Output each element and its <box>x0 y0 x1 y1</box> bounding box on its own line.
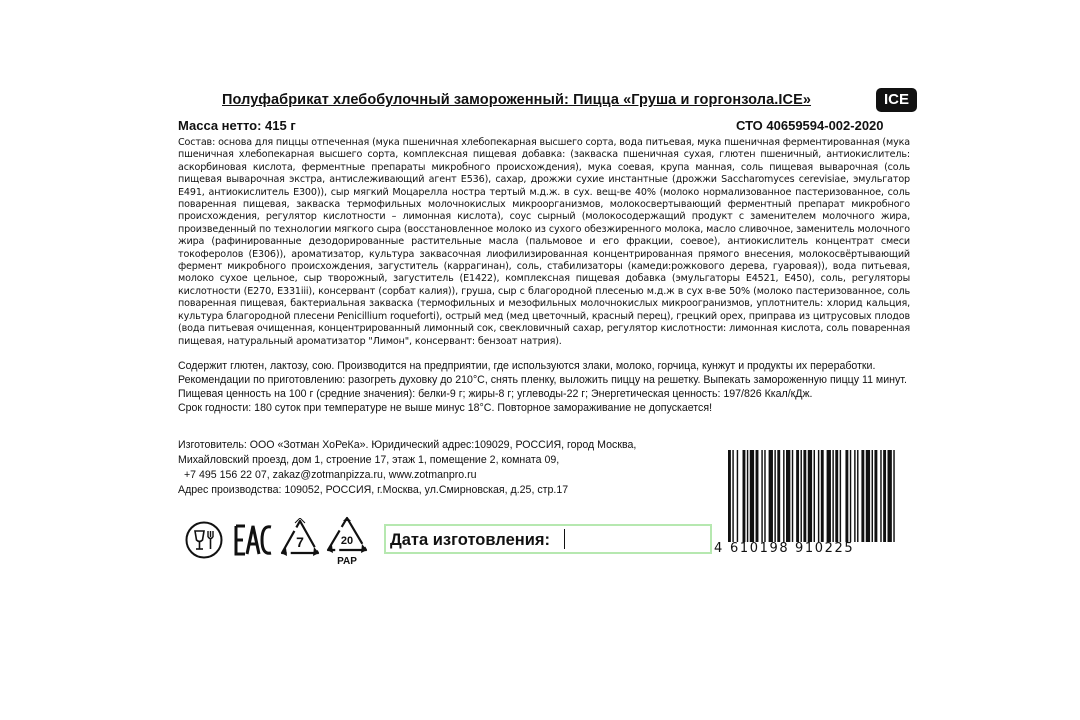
manufacturer-contacts: +7 495 156 22 07, zakaz@zotmanpizza.ru, www.zotmanpro.ru <box>184 469 477 481</box>
manufacture-date-box <box>384 524 712 554</box>
info-block <box>178 359 918 415</box>
allergens-text: Содержит глютен, лактозу, сою. Производится на предприятии, где используются злаки, молоко, горчица, кунжут и продукты их переработки. <box>178 360 876 372</box>
product-label <box>174 88 919 578</box>
production-address: Адрес производства: 109052, РОССИЯ, г.Москва, ул.Смирновская, д.25, стр.17 <box>178 484 569 496</box>
manufacturer-line-2: Михайловский проезд, дом 1, строение 17, этаж 1, помещение 2, комната 09, <box>178 454 560 466</box>
manufacturer-line-1: Изготовитель: ООО «Зотман ХоРеКа». Юридический адрес:109029, РОССИЯ, город Москва, <box>178 439 637 451</box>
cooking-text: Рекомендации по приготовлению: разогреть духовку до 210°С, снять пленку, выложить пиццу на решетку. Выпекать замороженную пиццу 11 минут. <box>178 374 907 386</box>
recycle-20-pap-icon <box>324 516 370 568</box>
nutrition-text: Пищевая ценность на 100 г (средние значения): белки-9 г; жиры-8 г; углеводы-22 г; Энергетическая ценность: 197/826 Ккал/кДж. <box>178 388 813 400</box>
standard-code: СТО 40659594-002-2020 <box>736 118 884 133</box>
manufacture-date-label: Дата изготовления: <box>390 531 550 549</box>
shelf-life-text: Срок годности: 180 суток при температуре не выше минус 18°С. Повторное замораживание не допускается! <box>178 402 713 414</box>
recycle-20-number: 20 <box>340 535 354 547</box>
barcode-first-digit: 4 <box>714 541 724 556</box>
recycle-pap-text: PAP <box>337 556 357 567</box>
product-title: Полуфабрикат хлебобулочный замороженный: Пицца «Груша и горгонзола.ICE» <box>222 92 812 108</box>
manufacturer-block <box>178 438 718 498</box>
ice-badge: ICE <box>876 88 917 112</box>
eac-mark-icon <box>234 522 274 558</box>
net-mass: Масса нетто: 415 г <box>178 118 296 133</box>
manufacture-date-field[interactable] <box>564 529 708 549</box>
recycle-7-icon <box>278 518 322 560</box>
glass-fork-icon <box>184 520 224 560</box>
barcode-digits: 610198 910225 <box>730 541 855 556</box>
recycle-7-number: 7 <box>296 534 304 550</box>
composition-text: Состав: основа для пиццы отпеченная (мука пшеничная хлебопекарная высшего сорта, вода питьевая, мука пшеничная ферментированная (мука пшеничная хлебопекарная высшего сорта, комплексная пищевая добавка: (закваска пшеничная сухая, глютен пшеничный, антиокислитель: аскорбиновая кислота, ферментные препараты микробного происхождения), мука соевая, крупа манная, соль пищевая выварочная (соль пищевая выварочная экстра, антислеживающий агент Е536), сахар, дрожжи сухие инстантные (дрожжи Saccharomyces cerevisiae, эмульгатор Е491, антиокислитель Е300)), сыр мягкий Моцарелла ностра тертый м.д.ж. в сух. вещ-ве 40% (молоко нормализованное пастеризованное, соль поваренная пищевая, закваска термофильных молочнокислых микроорганизмов, молокосвертывающий ферментный препарат микробного происхождения, регулятор кислотности – лимонная кислота), соус сырный (молокосодержащий продукт с заменителем молочного жира, произведенный по технологии мягкого сыра (восстановленное молоко из сухого обезжиренного молока, масло сливочное, заменитель молочного жира (рафинированные дезодорированные растительные масла (пальмовое и его фракции, соевое), антиокислитель концентрат смеси токоферолов (Е306)), ароматизатор, культура заквасочная лиофилизированная концентрированная прямого внесения, молокосвёртывающий фермент микробного происхождения, загуститель (каррагинан), соль, стабилизаторы (камеди:рожкового дерева, гуаровая)), вода питьевая, молоко сухое цельное, сыр творожный, загуститель (Е1422), комплексная пищевая добавка (эмульгаторы Е4521, Е450), соль, регуляторы кислотности (Е270, Е331iii), консервант (сорбат калия)), груша, сыр с благородной плесенью м.д.ж в сух в-ве 50% (молоко пастеризованное, соль поваренная пищевая, бактериальная закваска (термофильных и мезофильных молочнокислых микроогранизмов, уплотнитель: хлорид кальция, культура благородной плесени Penicillium roqueforti), острый мед (мед цветочный, красный перец), грецкий орех, приправа из цитрусовых плодов (вода питьевая очищенная, концентрированный лимонный сок, свекловичный сахар, регулятор кислотности: лимонная кислота, соль поваренная пищевая, натуральный ароматизатор "Лимон", консервант: бензоат натрия). <box>178 137 910 347</box>
